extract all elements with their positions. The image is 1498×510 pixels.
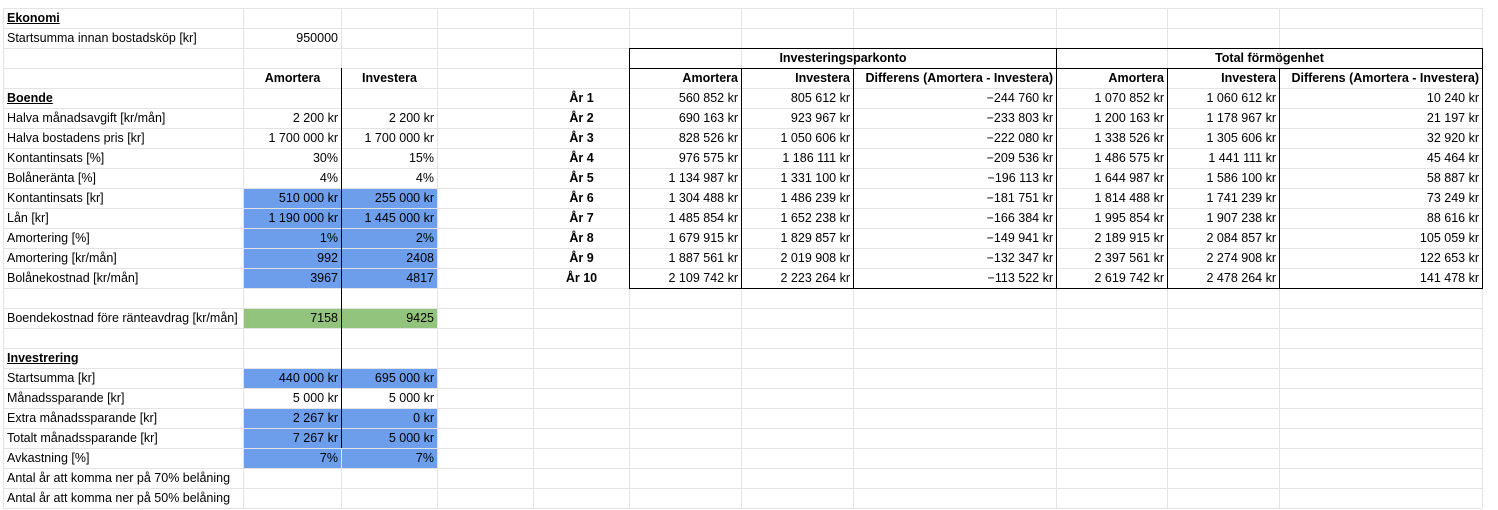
boende-row-amortera[interactable]: 1% [244,229,341,248]
value-cell[interactable]: 73 249 kr [1426,191,1479,205]
value-cell[interactable]: −196 113 kr [987,171,1053,185]
boende-row-label[interactable]: Halva månadsavgift [kr/mån] [7,111,166,125]
invest-row-amortera[interactable]: 7% [244,449,341,468]
group-header-investeringsparkonto[interactable]: Investeringsparkonto [779,51,907,65]
boende-row-label[interactable]: Amortering [kr/mån] [7,251,117,265]
invest-row-label[interactable]: Månadssparande [kr] [7,391,125,405]
col-header-amortera[interactable]: Amortera [264,71,321,85]
value-cell[interactable]: 32 920 kr [1426,131,1479,145]
gridline-horizontal [3,508,1482,509]
value-cell[interactable]: 1 134 987 kr [668,171,738,185]
value-cell[interactable]: 560 852 kr [678,91,738,105]
value-cell[interactable]: 10 240 kr [1426,91,1479,105]
sub-header[interactable]: Investera [1221,71,1276,85]
value-cell[interactable]: 1 304 488 kr [668,191,738,205]
value-cell[interactable]: −113 522 kr [987,271,1053,285]
ekonomi-header[interactable]: Ekonomi [7,11,60,25]
table-border-bottom [629,288,1483,289]
value-cell[interactable]: 2 223 264 kr [780,271,850,285]
year-label[interactable]: År 5 [569,171,594,185]
boende-row-amortera[interactable]: 1 190 000 kr [244,209,341,228]
year-label[interactable]: År 1 [569,91,594,105]
value-cell[interactable]: 141 478 kr [1419,271,1479,285]
boende-header[interactable]: Boende [7,91,53,105]
value-cell[interactable]: −132 347 kr [986,251,1053,265]
value-cell[interactable]: 1 586 100 kr [1206,171,1276,185]
table-border-left [629,48,630,288]
boende-row-label[interactable]: Bolånekostnad [kr/mån] [7,271,139,285]
sub-header[interactable]: Differens (Amortera - Investera) [1291,71,1479,85]
invest-row-label[interactable]: Avkastning [%] [7,451,90,465]
boende-row-label[interactable]: Kontantinsats [kr] [7,191,104,205]
value-cell[interactable]: 805 612 kr [790,91,850,105]
value-cell[interactable]: 828 526 kr [678,131,738,145]
value-cell[interactable]: −233 803 kr [986,111,1053,125]
boende-row-amortera[interactable]: 2 200 kr [292,111,338,125]
value-cell[interactable]: 1 200 163 kr [1094,111,1164,125]
value-cell[interactable]: 1 070 852 kr [1094,91,1164,105]
invest-row-amortera[interactable] [244,469,341,488]
value-cell[interactable]: 1 305 606 kr [1206,131,1276,145]
table-border-col [1167,68,1168,288]
value-cell[interactable]: 923 967 kr [790,111,850,125]
value-cell[interactable]: 1 679 915 kr [668,231,738,245]
value-cell[interactable]: 1 486 239 kr [780,191,850,205]
sub-header[interactable]: Amortera [1108,71,1164,85]
invest-row-investera[interactable]: 7% [342,449,437,468]
value-cell[interactable]: 690 163 kr [678,111,738,125]
invest-row-amortera[interactable] [244,489,341,508]
boendekostnad-amortera[interactable]: 7158 [244,309,341,328]
table-border-group-divider [1056,48,1057,288]
value-cell[interactable]: 1 652 238 kr [780,211,850,225]
boende-row-label[interactable]: Halva bostadens pris [kr] [7,131,145,145]
value-cell[interactable]: −149 941 kr [986,231,1053,245]
invest-row-label[interactable]: Totalt månadssparande [kr] [7,431,158,445]
value-cell[interactable]: 2 397 561 kr [1094,251,1164,265]
column-divider-border [341,68,342,448]
invest-row-investera[interactable] [342,469,437,488]
value-cell[interactable]: 1 441 111 kr [1208,151,1276,165]
boende-row-label[interactable]: Lån [kr] [7,211,49,225]
boende-row-investera[interactable]: 15% [408,151,434,165]
invest-row-investera[interactable] [342,489,437,508]
invest-row-amortera[interactable]: 2 267 kr [244,409,341,428]
invest-row-label[interactable]: Antal år att komma ner på 70% belåning [7,471,231,485]
value-cell[interactable]: 1 060 612 kr [1206,91,1276,105]
group-header-total-formogenhet[interactable]: Total förmögenhet [1215,51,1324,65]
gridline-horizontal [3,328,1482,329]
value-cell[interactable]: 1 887 561 kr [668,251,738,265]
boende-row-amortera[interactable]: 1 700 000 kr [268,131,338,145]
value-cell[interactable]: −244 760 kr [986,91,1053,105]
boende-row-investera[interactable]: 4817 [342,269,437,288]
year-label[interactable]: År 9 [569,251,594,265]
startsumma-label[interactable]: Startsumma innan bostadsköp [kr] [7,31,197,45]
year-label[interactable]: År 10 [565,271,598,285]
value-cell[interactable]: 976 575 kr [678,151,738,165]
investrering-header[interactable]: Investrering [7,351,79,365]
value-cell[interactable]: 1 814 488 kr [1094,191,1164,205]
boende-row-amortera[interactable]: 4% [319,171,338,185]
value-cell[interactable]: 2 189 915 kr [1094,231,1164,245]
table-border-col [1279,68,1280,288]
boende-row-label[interactable]: Bolåneränta [%] [7,171,96,185]
year-label[interactable]: År 3 [569,131,594,145]
value-cell[interactable]: 1 331 100 kr [780,171,850,185]
boende-row-investera[interactable]: 4% [415,171,434,185]
year-label[interactable]: År 8 [569,231,594,245]
value-cell[interactable]: 2 619 742 kr [1094,271,1164,285]
invest-row-amortera[interactable]: 440 000 kr [244,369,341,388]
startsumma-value[interactable]: 950000 [296,31,338,45]
value-cell[interactable]: 1 050 606 kr [780,131,850,145]
boende-row-investera[interactable]: 2408 [342,249,437,268]
sub-header[interactable]: Differens (Amortera - Investera) [865,71,1053,85]
gridline-vertical [437,8,438,508]
invest-row-investera[interactable]: 5 000 kr [388,391,434,405]
sub-header[interactable]: Investera [795,71,850,85]
value-cell[interactable]: 2 019 908 kr [780,251,850,265]
value-cell[interactable]: 1 995 854 kr [1094,211,1164,225]
year-label[interactable]: År 6 [569,191,594,205]
col-header-investera[interactable]: Investera [362,71,417,85]
value-cell[interactable]: 1 741 239 kr [1206,191,1276,205]
value-cell[interactable]: 1 178 967 kr [1206,111,1276,125]
value-cell[interactable]: 1 186 111 kr [782,151,850,165]
value-cell[interactable]: −209 536 kr [986,151,1053,165]
boende-row-amortera[interactable]: 992 [244,249,341,268]
boendekostnad-label[interactable]: Boendekostnad före ränteavdrag [kr/mån] [7,311,238,325]
invest-row-label[interactable]: Extra månadssparande [kr] [7,411,158,425]
table-border-right [1482,48,1483,289]
invest-row-amortera[interactable]: 7 267 kr [244,429,341,448]
boende-row-amortera[interactable]: 510 000 kr [244,189,341,208]
year-label[interactable]: År 4 [569,151,594,165]
invest-row-investera[interactable]: 5 000 kr [342,429,437,448]
value-cell[interactable]: 2 109 742 kr [668,271,738,285]
value-cell[interactable]: 1 485 854 kr [668,211,738,225]
table-border-col [741,68,742,288]
value-cell[interactable]: 2 084 857 kr [1206,231,1276,245]
table-border-header-divider [629,68,1482,69]
value-cell[interactable]: 1 829 857 kr [780,231,850,245]
boende-row-investera[interactable]: 1 445 000 kr [342,209,437,228]
boende-row-label[interactable]: Kontantinsats [%] [7,151,105,165]
boende-row-amortera[interactable]: 30% [312,151,338,165]
value-cell[interactable]: 1 644 987 kr [1094,171,1164,185]
value-cell[interactable]: 1 907 238 kr [1206,211,1276,225]
value-cell[interactable]: −166 384 kr [986,211,1053,225]
boende-row-investera[interactable]: 255 000 kr [342,189,437,208]
boende-row-amortera[interactable]: 3967 [244,269,341,288]
boende-row-label[interactable]: Amortering [%] [7,231,90,245]
value-cell[interactable]: −222 080 kr [986,131,1053,145]
value-cell[interactable]: 122 653 kr [1419,251,1479,265]
boende-row-investera[interactable]: 1 700 000 kr [364,131,434,145]
invest-row-amortera[interactable]: 5 000 kr [292,391,338,405]
sub-header[interactable]: Amortera [682,71,738,85]
value-cell[interactable]: 2 274 908 kr [1206,251,1276,265]
value-cell[interactable]: −181 751 kr [986,191,1053,205]
year-label[interactable]: År 7 [569,211,594,225]
value-cell[interactable]: 21 197 kr [1426,111,1479,125]
value-cell[interactable]: 58 887 kr [1426,171,1479,185]
invest-row-investera[interactable]: 0 kr [342,409,437,428]
invest-row-label[interactable]: Antal år att komma ner på 50% belåning [7,491,231,505]
invest-row-label[interactable]: Startsumma [kr] [7,371,96,385]
year-label[interactable]: År 2 [569,111,594,125]
boende-row-investera[interactable]: 2% [342,229,437,248]
boendekostnad-investera[interactable]: 9425 [342,309,437,328]
value-cell[interactable]: 105 059 kr [1419,231,1479,245]
value-cell[interactable]: 1 338 526 kr [1094,131,1164,145]
table-border-col [853,68,854,288]
invest-row-investera[interactable]: 695 000 kr [342,369,437,388]
boende-row-investera[interactable]: 2 200 kr [388,111,434,125]
value-cell[interactable]: 1 486 575 kr [1094,151,1164,165]
value-cell[interactable]: 45 464 kr [1426,151,1479,165]
value-cell[interactable]: 2 478 264 kr [1206,271,1276,285]
value-cell[interactable]: 88 616 kr [1426,211,1479,225]
